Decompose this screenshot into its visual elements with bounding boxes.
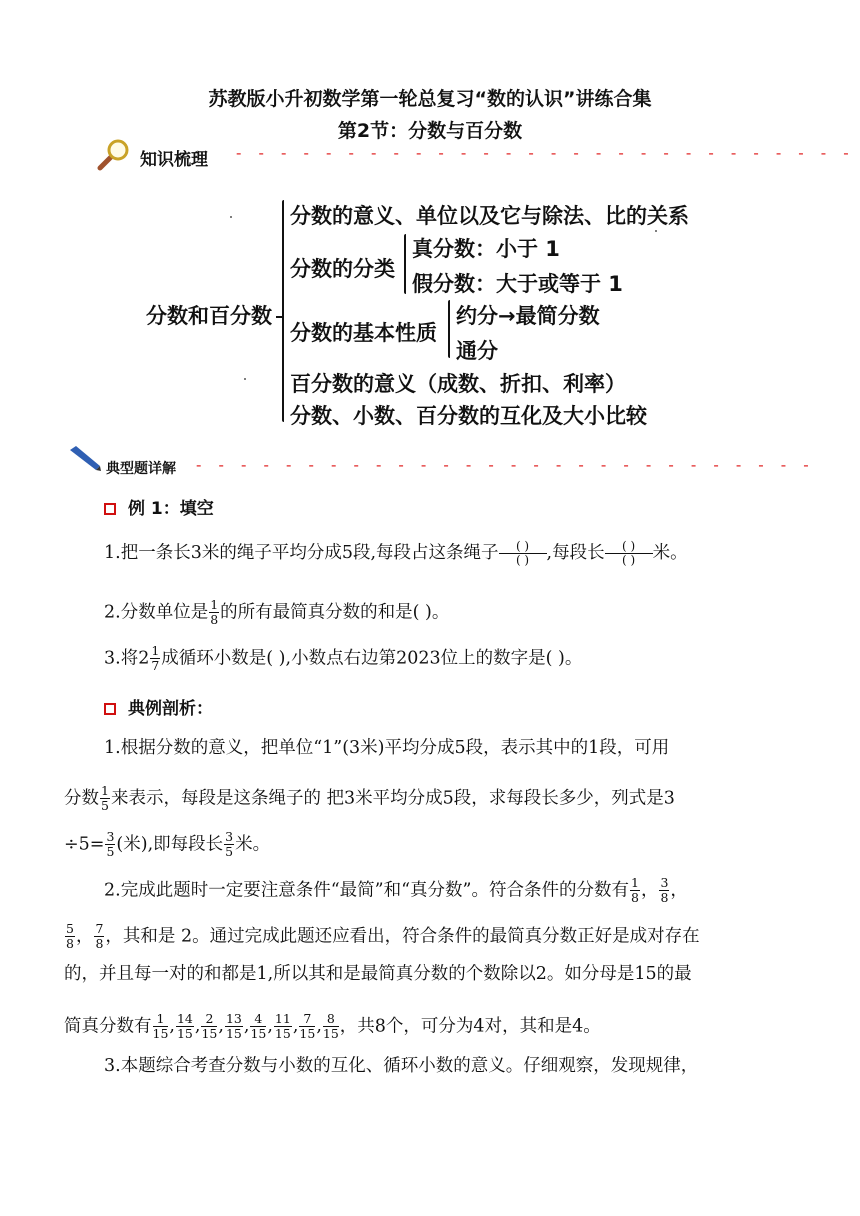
fraction: $\frac{2}{15}$	[201, 1011, 218, 1042]
tree-branch-percent: 百分数的意义（成数、折扣、利率）	[290, 372, 626, 396]
analysis-p1-line3: ÷5= $\frac{3}{5}$ (米),即每段长 $\frac{3}{5}$ 米。	[64, 829, 271, 860]
question-2: 2.分数单位是 $\frac{1}{8}$ 的所有最简真分数的和是( )。	[104, 597, 450, 628]
tree-branch-classification: 分数的分类	[290, 257, 395, 281]
document-title: 苏教版小升初数学第一轮总复习“数的认识”讲练合集	[208, 88, 652, 110]
fraction: $\frac{8}{15}$	[322, 1011, 339, 1042]
analysis-p2-line4: 简真分数有 $\frac{1}{15}$ , $\frac{14}{15}$ , $\frac{2}{15}$ , $\frac{13}{15}$ , $\frac{4}{15}$ , $\frac{11}{15}$ , $\frac{7}{15}$ , $\frac{8}{15}$ ，共8个，可分为4对，其和是4。	[64, 1011, 601, 1042]
tree-improper-fraction: 假分数：大于或等于 1	[412, 272, 623, 296]
analysis-p1-line2: 分数 $\frac{1}{5}$ 来表示，每段是这条绳子的 把3米平均分成5段，求每段长多少，列式是3	[64, 783, 675, 814]
answer-blank[interactable]: ( ) ( )	[499, 540, 547, 567]
section-subtitle: 第2节：分数与百分数	[337, 120, 523, 142]
tree-branch-conversion: 分数、小数、百分数的互化及大小比较	[290, 404, 647, 428]
analysis-p3-line1: 3.本题综合考查分数与小数的互化、循环小数的意义。仔细观察，发现规律，	[104, 1056, 699, 1076]
fraction: $\frac{3}{8}$	[660, 875, 669, 906]
bullet-square-icon	[104, 503, 116, 515]
fraction: $\frac{14}{15}$	[176, 1011, 193, 1042]
fraction: $\frac{11}{15}$	[274, 1011, 291, 1042]
question-3: 3.将2 $\frac{1}{7}$ 成循环小数是( ),小数点右边第2023位上的数字是( )。	[104, 643, 583, 674]
tree-root: 分数和百分数	[146, 304, 272, 328]
fraction: $\frac{1}{8}$	[630, 875, 639, 906]
section-label-examples: 典型题详解	[106, 461, 176, 477]
fraction-list-15: $\frac{1}{15}$ , $\frac{14}{15}$ , $\frac{2}{15}$ , $\frac{13}{15}$ , $\frac{4}{15}$ , $\frac{11}{15}$ , $\frac{7}{15}$ , $\frac{8}{15}$	[152, 1011, 339, 1042]
tree-main-brace	[282, 200, 284, 422]
answer-blank[interactable]: ( ) ( )	[605, 540, 653, 567]
fraction: $\frac{4}{15}$	[250, 1011, 267, 1042]
analysis-p2-line3: 的，并且每一对的和都是1,所以其和是最简真分数的个数除以2。如分母是15的最	[64, 964, 692, 984]
fraction: $\frac{1}{8}$	[210, 597, 219, 628]
example-heading: 例 1：填空	[104, 494, 214, 519]
fraction: $\frac{5}{8}$	[66, 921, 74, 952]
pencil-icon	[66, 444, 102, 472]
section-divider: - - - - - - - - - - - - - - - - - - - - - - - - - - - -	[236, 143, 855, 162]
tree-proper-fraction: 真分数：小于 1	[412, 237, 560, 261]
magnifier-icon	[94, 138, 132, 174]
fraction: $\frac{1}{15}$	[152, 1011, 169, 1042]
section-label-knowledge: 知识梳理	[140, 150, 208, 170]
analysis-p2-line1: 2.完成此题时一定要注意条件“最简”和“真分数”。符合条件的分数有 $\frac{1}{8}$ ， $\frac{3}{8}$ ，	[104, 875, 688, 906]
tree-branch-meaning: 分数的意义、单位以及它与除法、比的关系	[290, 204, 689, 228]
bullet-square-icon	[104, 703, 116, 715]
question-1: 1.把一条长3米的绳子平均分成5段,每段占这条绳子 ( ) ( ) ,每段长 ( ) ( ) 米。	[104, 539, 688, 568]
tree-reduce: 约分→最简分数	[456, 304, 600, 328]
analysis-heading: 典例剖析：	[104, 694, 213, 719]
fraction: $\frac{3}{5}$	[106, 829, 115, 860]
fraction: $\frac{13}{15}$	[225, 1011, 242, 1042]
tree-branch-property: 分数的基本性质	[290, 321, 437, 345]
fraction: $\frac{7}{8}$	[95, 921, 104, 952]
fraction: $\frac{7}{15}$	[299, 1011, 316, 1042]
fraction: $\frac{1}{7}$	[151, 643, 160, 674]
fraction: $\frac{3}{5}$	[225, 829, 234, 860]
analysis-p2-line2: $\frac{5}{8}$ ， $\frac{7}{8}$ ，其和是 2。通过完成此题还应看出，符合条件的最简真分数正好是成对存在	[66, 921, 700, 952]
analysis-p1-line1: 1.根据分数的意义，把单位“1”(3米)平均分成5段，表示其中的1段，可用	[104, 738, 670, 758]
section-divider: - - - - - - - - - - - - - - - - - - - - - - - - - - - -	[196, 455, 815, 474]
tree-common-denominator: 通分	[456, 339, 498, 363]
fraction: $\frac{1}{5}$	[101, 783, 109, 814]
